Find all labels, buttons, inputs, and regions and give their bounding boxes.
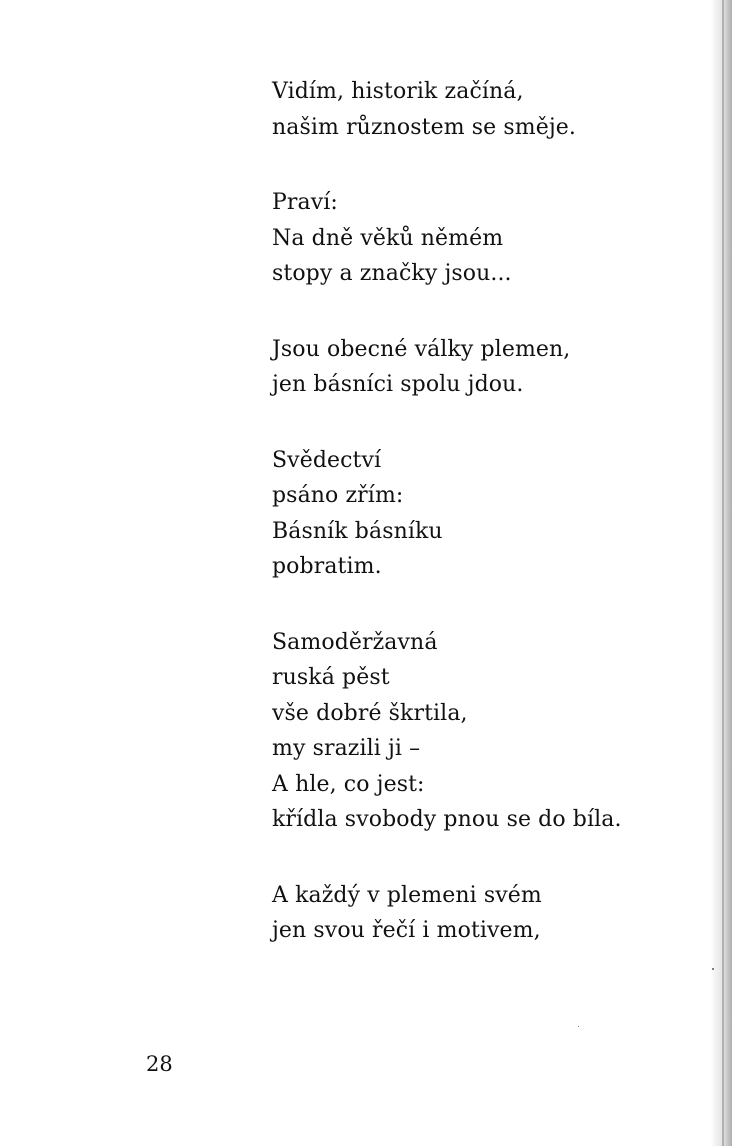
poem-line: Jsou obecné války plemen, [272, 336, 571, 362]
poem-line: pobratim. [272, 554, 382, 579]
poem-line: stopy a značky jsou... [272, 261, 512, 286]
poem-line: našim různostem se směje. [272, 114, 576, 140]
poem-line: Básník básníku [272, 518, 443, 544]
poem-line: křídla svobody pnou se do bíla. [272, 807, 622, 832]
stanza-2 [272, 185, 712, 292]
poem-line: Svědectví [272, 447, 382, 473]
page-edge-shadow [710, 0, 732, 1146]
poem-line: Na dně věků němém [272, 225, 504, 251]
poem [272, 74, 712, 989]
poem-line: Vidím, historik začíná, [272, 79, 524, 104]
poem-line: A hle, co jest: [272, 771, 425, 797]
poem-line: A každý v plemeni svém [272, 882, 542, 908]
page-number: 28 [146, 1052, 173, 1076]
poem-line: Praví: [272, 190, 338, 215]
page-edge-line [722, 0, 724, 1146]
poem-line: psáno zřím: [272, 483, 404, 508]
poem-line: Samoděržavná [272, 629, 438, 655]
poem-line: vše dobré škrtila, [272, 700, 468, 726]
poem-line: my srazili ji – [272, 736, 421, 761]
scan-speck [712, 968, 714, 970]
scan-speck [578, 1026, 579, 1027]
stanza-6 [272, 878, 712, 949]
poem-line: jen básníci spolu jdou. [272, 372, 524, 397]
stanza-3 [272, 332, 712, 403]
stanza-1 [272, 74, 712, 145]
poem-line: ruská pěst [272, 665, 390, 690]
stanza-5 [272, 625, 712, 838]
poem-line: jen svou řečí i motivem, [272, 918, 541, 943]
stanza-4 [272, 443, 712, 585]
